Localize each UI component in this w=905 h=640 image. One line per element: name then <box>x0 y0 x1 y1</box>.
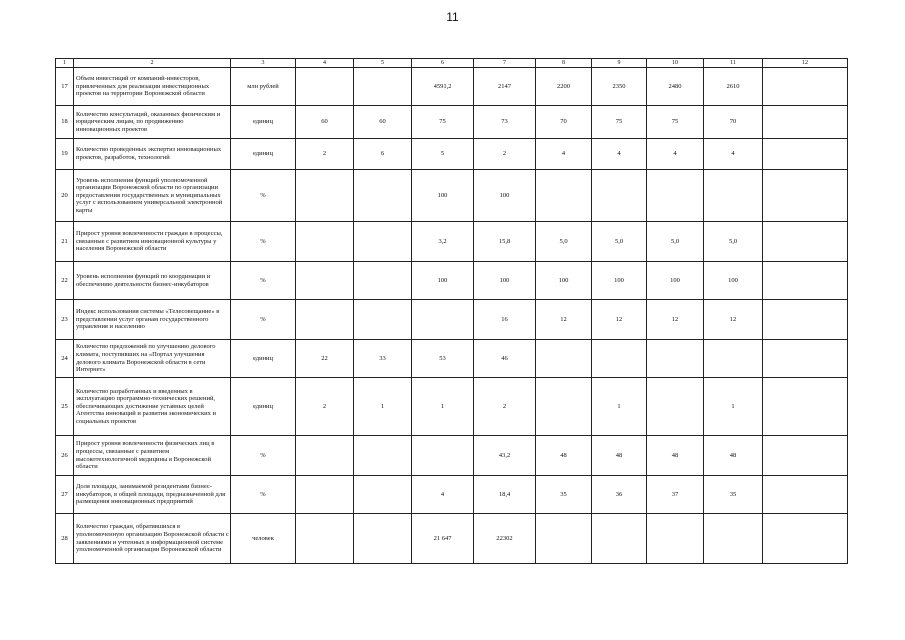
value-cell: 46 <box>474 340 536 378</box>
value-cell: 4 <box>592 139 647 170</box>
value-cell <box>704 340 763 378</box>
value-cell: 100 <box>474 262 536 300</box>
column-number: 3 <box>231 59 296 68</box>
value-cell <box>592 514 647 564</box>
indicator-name: Доля площади, занимаемой резидентами бизнес-инкубаторов, в общей площади, предназначенной для размещения инновационных предприятий <box>74 476 231 514</box>
value-cell <box>647 340 704 378</box>
table-row <box>56 139 848 170</box>
row-number: 19 <box>56 139 74 170</box>
table-row <box>56 436 848 476</box>
indicator-name: Уровень исполнения функций уполномоченной организации Воронежской области по организации предоставления государственных и муниципальных услуг с использованием универсальной электронной карты <box>74 170 231 222</box>
value-cell <box>763 476 848 514</box>
value-cell <box>412 300 474 340</box>
value-cell: 100 <box>474 170 536 222</box>
value-cell <box>354 300 412 340</box>
value-cell <box>763 170 848 222</box>
value-cell <box>763 378 848 436</box>
indicator-name: Индекс использования системы «Телесовещание» в представлении услуг органам государственного управления и населению <box>74 300 231 340</box>
value-cell: 48 <box>536 436 592 476</box>
value-cell: 4 <box>647 139 704 170</box>
value-cell <box>296 476 354 514</box>
value-cell: 100 <box>647 262 704 300</box>
value-cell: 4591,2 <box>412 68 474 106</box>
value-cell <box>354 68 412 106</box>
value-cell: 2480 <box>647 68 704 106</box>
indicators-table <box>55 58 848 564</box>
value-cell <box>647 378 704 436</box>
value-cell: 1 <box>412 378 474 436</box>
value-cell <box>354 222 412 262</box>
value-cell: 70 <box>704 106 763 139</box>
value-cell: 12 <box>536 300 592 340</box>
indicator-name: Количество граждан, обратившихся в уполномоченную организацию Воронежской области с заявлениями и учтенных в информационной системе уполномоченной организации Воронежской области <box>74 514 231 564</box>
value-cell: 4 <box>412 476 474 514</box>
value-cell: 48 <box>592 436 647 476</box>
value-cell <box>592 170 647 222</box>
value-cell <box>704 170 763 222</box>
value-cell <box>647 514 704 564</box>
value-cell: 2350 <box>592 68 647 106</box>
unit-cell: млн рублей <box>231 68 296 106</box>
value-cell: 6 <box>354 139 412 170</box>
row-number: 18 <box>56 106 74 139</box>
value-cell <box>296 436 354 476</box>
value-cell: 70 <box>536 106 592 139</box>
value-cell: 73 <box>474 106 536 139</box>
value-cell: 60 <box>354 106 412 139</box>
value-cell <box>763 436 848 476</box>
row-number: 22 <box>56 262 74 300</box>
table-row <box>56 170 848 222</box>
value-cell <box>536 340 592 378</box>
value-cell: 43,2 <box>474 436 536 476</box>
value-cell <box>354 170 412 222</box>
value-cell: 1 <box>704 378 763 436</box>
value-cell: 36 <box>592 476 647 514</box>
indicator-name: Количество консультаций, оказанных физическим и юридическим лицам, по продвижению инновационных проектов <box>74 106 231 139</box>
column-number: 11 <box>704 59 763 68</box>
value-cell: 18,4 <box>474 476 536 514</box>
column-number: 2 <box>74 59 231 68</box>
unit-cell: % <box>231 476 296 514</box>
column-number: 1 <box>56 59 74 68</box>
value-cell: 53 <box>412 340 474 378</box>
value-cell <box>354 436 412 476</box>
value-cell <box>763 222 848 262</box>
unit-cell: % <box>231 262 296 300</box>
value-cell: 22302 <box>474 514 536 564</box>
value-cell: 35 <box>704 476 763 514</box>
value-cell <box>704 514 763 564</box>
value-cell <box>354 476 412 514</box>
row-number: 28 <box>56 514 74 564</box>
row-number: 25 <box>56 378 74 436</box>
indicator-name: Объем инвестиций от компаний-инвесторов, привлеченных для реализации инвестиционных проектов на территории Воронежской области <box>74 68 231 106</box>
value-cell: 2 <box>474 139 536 170</box>
column-number: 5 <box>354 59 412 68</box>
column-number: 12 <box>763 59 848 68</box>
value-cell <box>354 262 412 300</box>
table-row <box>56 68 848 106</box>
value-cell <box>763 68 848 106</box>
value-cell: 15,8 <box>474 222 536 262</box>
value-cell <box>296 262 354 300</box>
value-cell <box>763 139 848 170</box>
row-number: 23 <box>56 300 74 340</box>
value-cell <box>296 222 354 262</box>
column-number: 10 <box>647 59 704 68</box>
table-row <box>56 262 848 300</box>
indicator-name: Количество проведенных экспертиз инновационных проектов, разработок, технологий <box>74 139 231 170</box>
value-cell: 5,0 <box>536 222 592 262</box>
value-cell <box>296 300 354 340</box>
unit-cell: % <box>231 222 296 262</box>
unit-cell: единиц <box>231 139 296 170</box>
value-cell <box>763 106 848 139</box>
value-cell: 100 <box>536 262 592 300</box>
value-cell: 2 <box>296 139 354 170</box>
value-cell: 60 <box>296 106 354 139</box>
value-cell: 4 <box>704 139 763 170</box>
table-row <box>56 378 848 436</box>
value-cell: 12 <box>647 300 704 340</box>
indicator-name: Уровень исполнения функций по координации и обеспечению деятельности бизнес-инкубаторов <box>74 262 231 300</box>
table-row <box>56 476 848 514</box>
row-number: 21 <box>56 222 74 262</box>
indicator-name: Прирост уровня вовлеченности граждан в процессы, связанные с развитием инновационной культуры у населения Воронежской области <box>74 222 231 262</box>
indicator-name: Прирост уровня вовлеченности физических лиц в процессы, связанные с развитием высокотехнологичной медицины в Воронежской области <box>74 436 231 476</box>
value-cell: 5,0 <box>592 222 647 262</box>
indicator-name: Количество разработанных и введенных в эксплуатацию программно-технических решений, обеспечивающих достижение уставных целей Агентства инноваций и развития экономических и социальных проектов <box>74 378 231 436</box>
row-number: 26 <box>56 436 74 476</box>
page-number: 11 <box>446 10 459 24</box>
value-cell <box>536 514 592 564</box>
table-row <box>56 514 848 564</box>
value-cell: 75 <box>592 106 647 139</box>
table-row <box>56 222 848 262</box>
value-cell <box>592 340 647 378</box>
value-cell <box>296 170 354 222</box>
value-cell: 2200 <box>536 68 592 106</box>
unit-cell: % <box>231 436 296 476</box>
value-cell <box>296 68 354 106</box>
value-cell: 75 <box>412 106 474 139</box>
value-cell: 48 <box>647 436 704 476</box>
value-cell: 21 647 <box>412 514 474 564</box>
value-cell: 100 <box>412 262 474 300</box>
unit-cell: единиц <box>231 378 296 436</box>
row-number: 17 <box>56 68 74 106</box>
value-cell: 37 <box>647 476 704 514</box>
value-cell: 22 <box>296 340 354 378</box>
value-cell: 5 <box>412 139 474 170</box>
value-cell: 5,0 <box>704 222 763 262</box>
value-cell: 12 <box>704 300 763 340</box>
table-row <box>56 300 848 340</box>
value-cell: 100 <box>704 262 763 300</box>
value-cell: 4 <box>536 139 592 170</box>
value-cell <box>763 300 848 340</box>
unit-cell: % <box>231 300 296 340</box>
table-row <box>56 106 848 139</box>
value-cell: 48 <box>704 436 763 476</box>
column-number: 6 <box>412 59 474 68</box>
value-cell: 12 <box>592 300 647 340</box>
value-cell: 2147 <box>474 68 536 106</box>
column-number: 4 <box>296 59 354 68</box>
value-cell <box>763 262 848 300</box>
value-cell <box>412 436 474 476</box>
unit-cell: единиц <box>231 106 296 139</box>
value-cell: 75 <box>647 106 704 139</box>
value-cell: 35 <box>536 476 592 514</box>
value-cell: 2610 <box>704 68 763 106</box>
value-cell <box>647 170 704 222</box>
unit-cell: человек <box>231 514 296 564</box>
value-cell: 100 <box>592 262 647 300</box>
unit-cell: единиц <box>231 340 296 378</box>
row-number: 24 <box>56 340 74 378</box>
row-number: 27 <box>56 476 74 514</box>
value-cell <box>296 514 354 564</box>
column-number: 8 <box>536 59 592 68</box>
value-cell: 16 <box>474 300 536 340</box>
value-cell: 100 <box>412 170 474 222</box>
indicator-name: Количество предложений по улучшению делового климата, поступивших на «Портал улучшения делового климата Воронежской области в сети Интернет» <box>74 340 231 378</box>
value-cell: 2 <box>296 378 354 436</box>
value-cell <box>763 514 848 564</box>
unit-cell: % <box>231 170 296 222</box>
value-cell: 5,0 <box>647 222 704 262</box>
value-cell: 2 <box>474 378 536 436</box>
value-cell <box>536 378 592 436</box>
column-number: 7 <box>474 59 536 68</box>
column-number: 9 <box>592 59 647 68</box>
value-cell <box>763 340 848 378</box>
value-cell <box>536 170 592 222</box>
value-cell <box>354 514 412 564</box>
value-cell: 1 <box>592 378 647 436</box>
column-number-row <box>56 59 848 68</box>
value-cell: 1 <box>354 378 412 436</box>
value-cell: 3,2 <box>412 222 474 262</box>
value-cell: 33 <box>354 340 412 378</box>
table-row <box>56 340 848 378</box>
row-number: 20 <box>56 170 74 222</box>
